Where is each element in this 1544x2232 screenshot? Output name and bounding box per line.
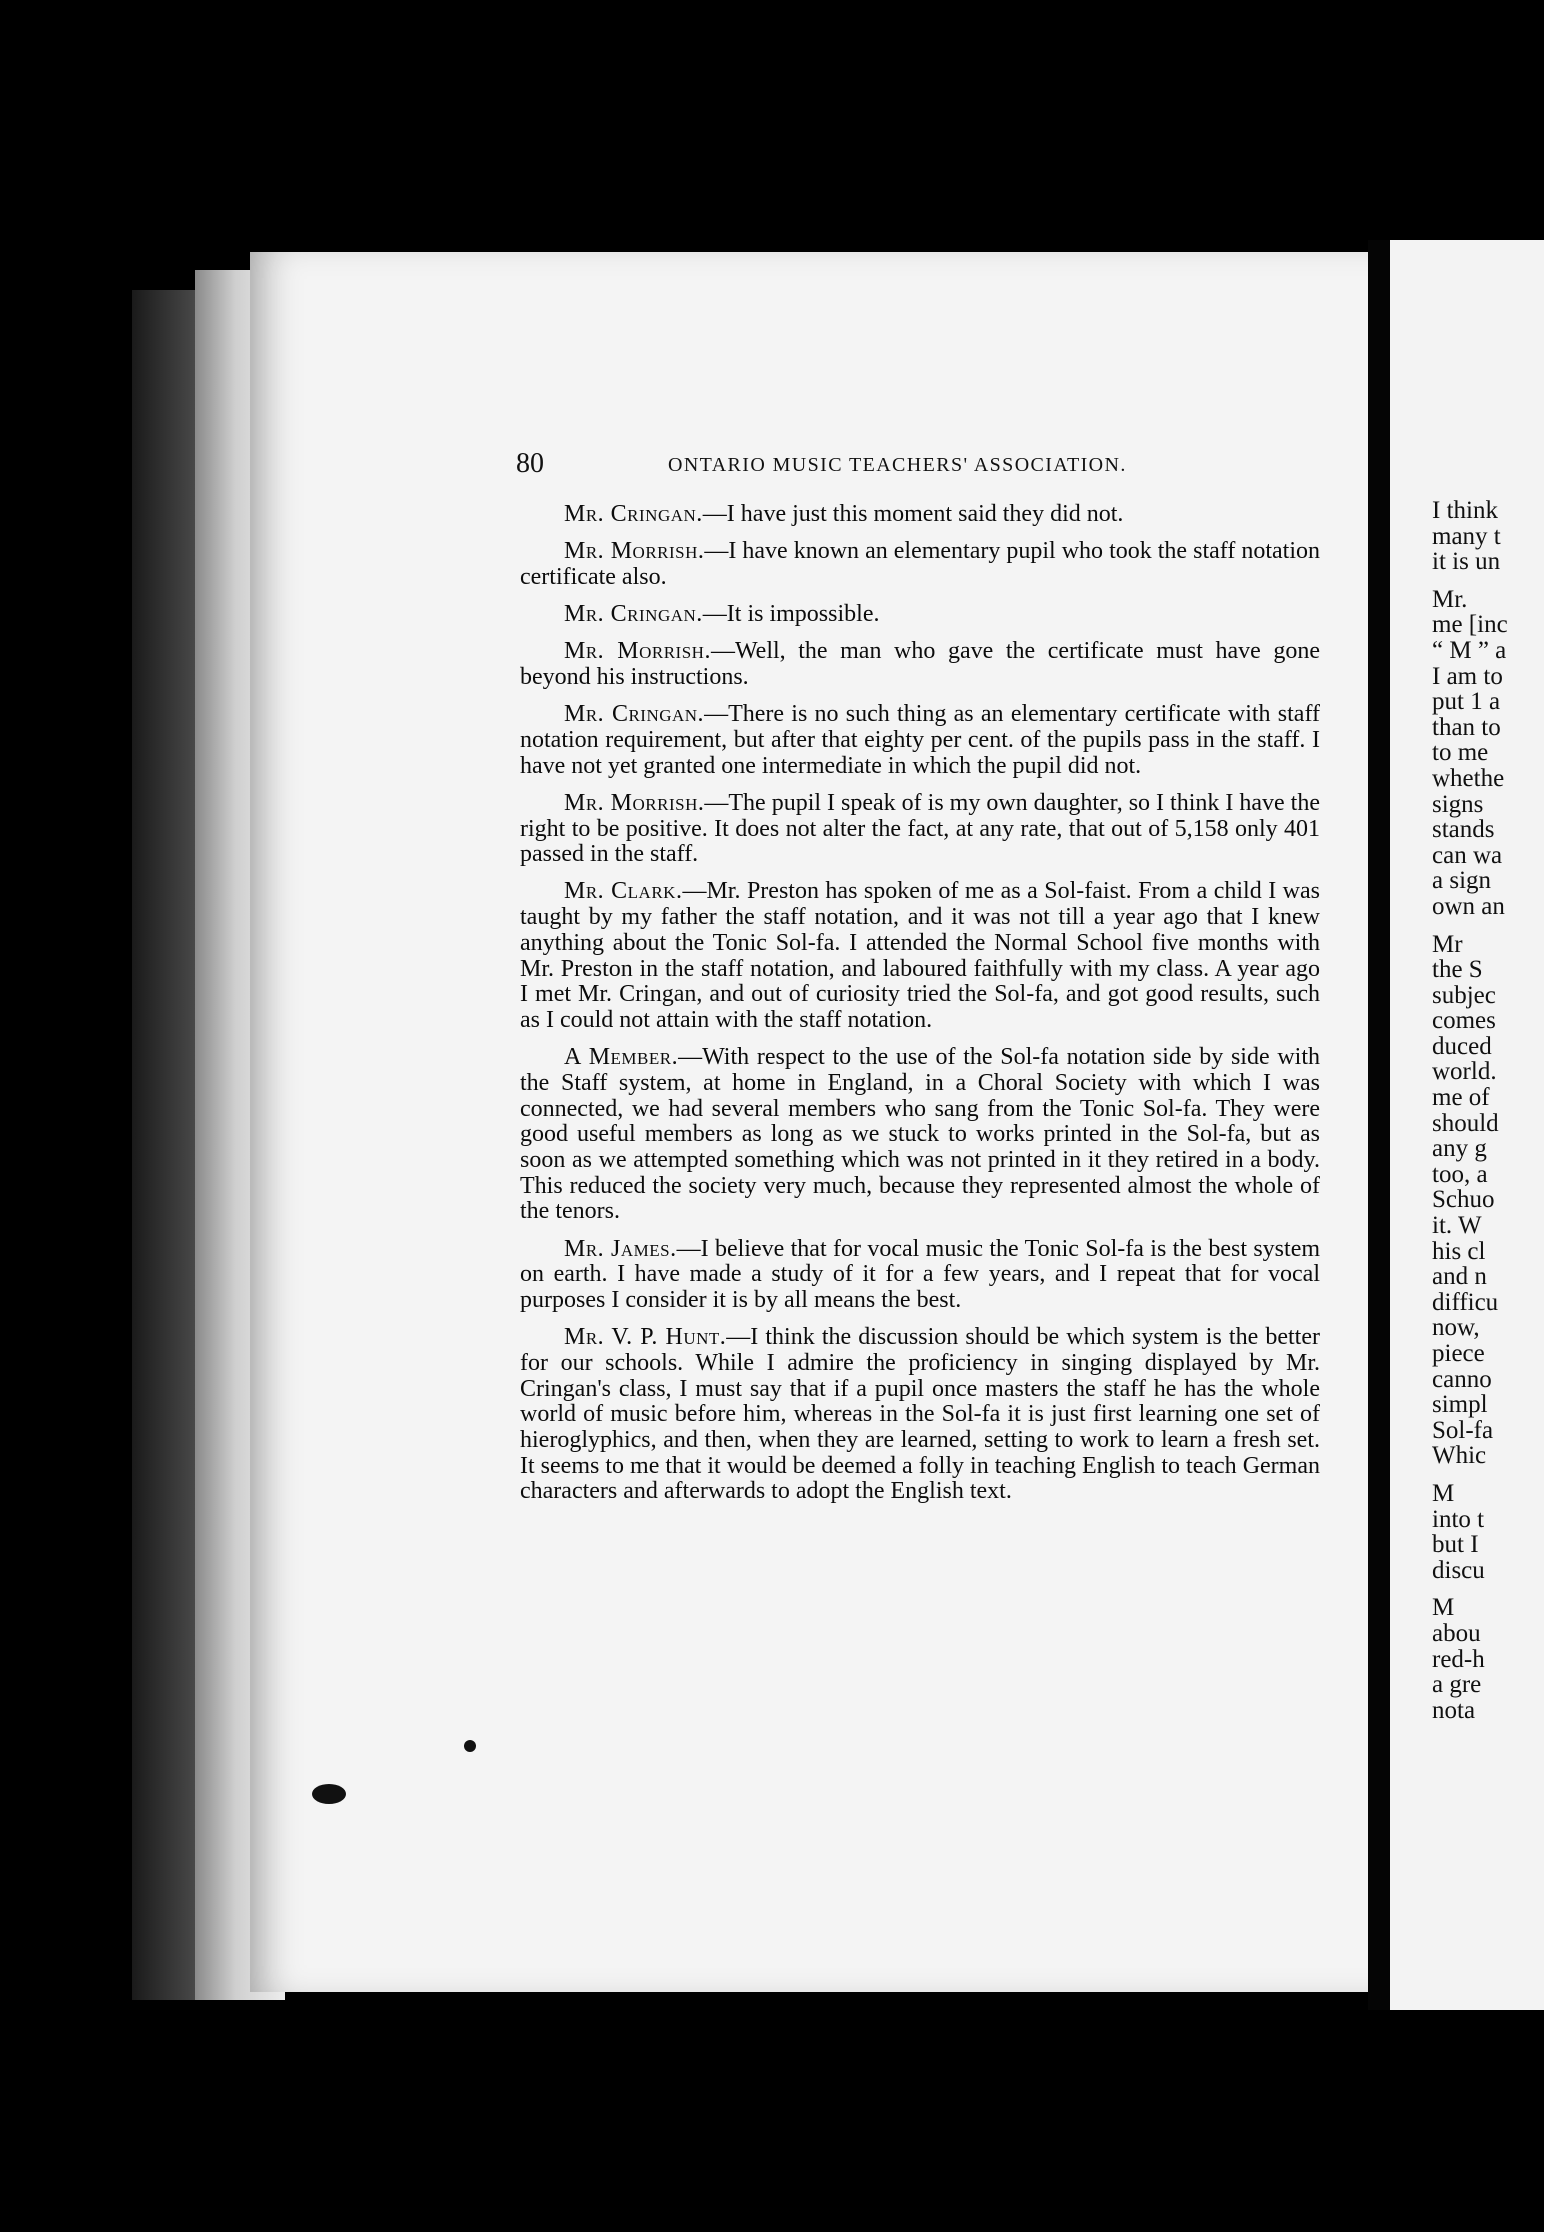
right-page-line: the S <box>1432 956 1483 984</box>
right-page-line: Mr. <box>1432 585 1468 613</box>
paragraph-gap <box>1432 920 1544 932</box>
right-page-line: subjec <box>1432 981 1496 1009</box>
ink-spot <box>464 1740 476 1752</box>
paragraph <box>520 602 1320 628</box>
paragraph <box>520 1045 1320 1225</box>
right-page-line: now, <box>1432 1314 1480 1342</box>
book-gutter <box>1368 240 1390 2010</box>
right-page <box>1390 240 1544 2010</box>
paragraph-text: —It is impossible. <box>702 601 880 628</box>
right-page-line: it. W <box>1432 1212 1482 1240</box>
right-page-line: difficu <box>1432 1288 1499 1316</box>
paragraph-text: —Well, the man who gave the certificate must have gone beyond his instructions. <box>520 638 1320 691</box>
right-page-line: many t <box>1432 522 1501 550</box>
right-page-text <box>1432 498 1544 1723</box>
page-number: 80 <box>516 448 544 479</box>
right-page-line: canno <box>1432 1365 1492 1393</box>
speaker-name: Mr. V. P. Hunt. <box>564 1324 727 1351</box>
right-page-line: abou <box>1432 1619 1481 1647</box>
right-page-line: his cl <box>1432 1237 1486 1265</box>
speaker-name: Mr. Morrish. <box>564 638 711 665</box>
paragraph <box>520 791 1320 868</box>
paragraph-gap <box>1432 575 1544 587</box>
speaker-name: Mr. Clark. <box>564 878 683 905</box>
right-page-line: can wa <box>1432 841 1503 869</box>
right-page-line: put 1 a <box>1432 688 1501 716</box>
right-page-line: a gre <box>1432 1671 1482 1699</box>
paragraph-text: —With respect to the use of the Sol-fa notation side by side with the Staff system, at home in England, in a Choral Society with which I was connected, we had several members who sang from the Tonic Sol-fa. They were good useful members as long as we stuck to works printed in the Sol-fa, but as soon as we attempted something which was not printed in it they retired in a body. This reduced the society very much, because they represented almost the whole of the tenors. <box>520 1044 1320 1225</box>
right-page-line: I think <box>1432 497 1498 524</box>
right-page-line: I am to <box>1432 662 1503 690</box>
right-page-line: own an <box>1432 892 1505 920</box>
right-page-line: Whic <box>1432 1442 1487 1470</box>
right-page-line: discu <box>1432 1556 1485 1584</box>
right-page-line: piece <box>1432 1340 1485 1367</box>
right-page-line: “ M ” a <box>1432 636 1507 664</box>
right-page-line: any g <box>1432 1135 1487 1163</box>
running-head-title: ONTARIO MUSIC TEACHERS' ASSOCIATION. <box>668 454 1127 476</box>
ink-blot <box>312 1784 346 1804</box>
paragraph-text: —I think the discussion should be which system is the better for our schools. While I admire the proficiency in singing displayed by Mr. Cringan's class, I must say that if a pupil once masters the staff he has the whole world of music before him, whereas in the Sol-fa it is just first learning one set of hieroglyphics, and then, when they are learned, setting to work to learn a fresh set. It seems to me that it would be deemed a folly in teaching English to teach German characters and afterwards to adopt the English text. <box>520 1324 1320 1505</box>
right-page-line: to me <box>1432 739 1489 767</box>
paragraph <box>520 1325 1320 1505</box>
right-page-line: Sol-fa <box>1432 1416 1494 1444</box>
right-page-line: duced <box>1432 1032 1492 1060</box>
paragraph <box>520 702 1320 779</box>
paragraph-text: —The pupil I speak of is my own daughter, so I think I have the right to be positive. It does not alter the fact, at any rate, that out of 5,158 only 401 passed in the staff. <box>520 789 1320 868</box>
speaker-name: Mr. Morrish. <box>564 538 705 565</box>
right-page-line: whethe <box>1432 764 1505 792</box>
right-page-line: me of <box>1432 1084 1490 1112</box>
paragraph-text: —There is no such thing as an elementary certificate with staff notation requirement, but after that eighty per cent. of the pupils pass in the staff. I have not yet granted one intermediate in which the pupil did not. <box>520 701 1321 779</box>
right-page-line: Schuo <box>1432 1186 1495 1214</box>
paragraph-text: —I have known an elementary pupil who took the staff notation certificate also. <box>520 538 1320 590</box>
paragraph-text: —Mr. Preston has spoken of me as a Sol-faist. From a child I was taught by my father the staff notation, and it was not till a year ago that I knew anything about the Tonic Sol-fa. I attended the Normal School five months with Mr. Preston in the staff notation, and laboured faithfully with my class. A year ago I met Mr. Cringan, and out of curiosity tried the Sol-fa, and got good results, such as I could not attain with the staff notation. <box>520 878 1320 1033</box>
right-page-line: Mr <box>1432 930 1463 958</box>
right-page-line: M <box>1432 1479 1455 1507</box>
right-page-line: too, a <box>1432 1160 1488 1188</box>
paragraph <box>520 1237 1320 1314</box>
right-page-line: world. <box>1432 1058 1497 1086</box>
paragraph-text: —I believe that for vocal music the Tonic Sol-fa is the best system on earth. I have made a study of it for a few years, and I repeat that for vocal purposes I consider it is by all means the best. <box>520 1235 1321 1313</box>
running-head <box>516 448 1316 478</box>
right-page-line: signs <box>1432 790 1484 818</box>
speaker-name: Mr. Morrish. <box>564 789 705 816</box>
right-page-line: nota <box>1432 1696 1476 1724</box>
page-body <box>520 502 1320 1517</box>
speaker-name: Mr. Cringan. <box>564 701 705 728</box>
right-page-line: but I <box>1432 1531 1479 1559</box>
speaker-name: A Member. <box>564 1044 679 1071</box>
speaker-name: Mr. James. <box>564 1235 677 1262</box>
paragraph <box>520 639 1320 690</box>
paragraph-text: —I have just this moment said they did not. <box>702 501 1124 527</box>
right-page-line: and n <box>1432 1263 1487 1291</box>
speaker-name: Mr. Cringan. <box>564 501 703 527</box>
right-page-line: M <box>1432 1594 1455 1622</box>
right-page-line: simpl <box>1432 1391 1488 1419</box>
paragraph <box>520 502 1320 528</box>
right-page-line: should <box>1432 1109 1499 1137</box>
right-page-line: stands <box>1432 816 1495 844</box>
right-page-line: me [inc <box>1432 611 1508 639</box>
paragraph <box>520 539 1320 590</box>
right-page-line: than to <box>1432 713 1501 741</box>
right-page-line: red-h <box>1432 1645 1485 1673</box>
right-page-line: into t <box>1432 1505 1485 1533</box>
paragraph <box>520 879 1320 1033</box>
speaker-name: Mr. Cringan. <box>564 601 703 628</box>
right-page-line: it is un <box>1432 548 1501 576</box>
right-page-line: a sign <box>1432 867 1492 895</box>
right-page-line: comes <box>1432 1007 1496 1035</box>
